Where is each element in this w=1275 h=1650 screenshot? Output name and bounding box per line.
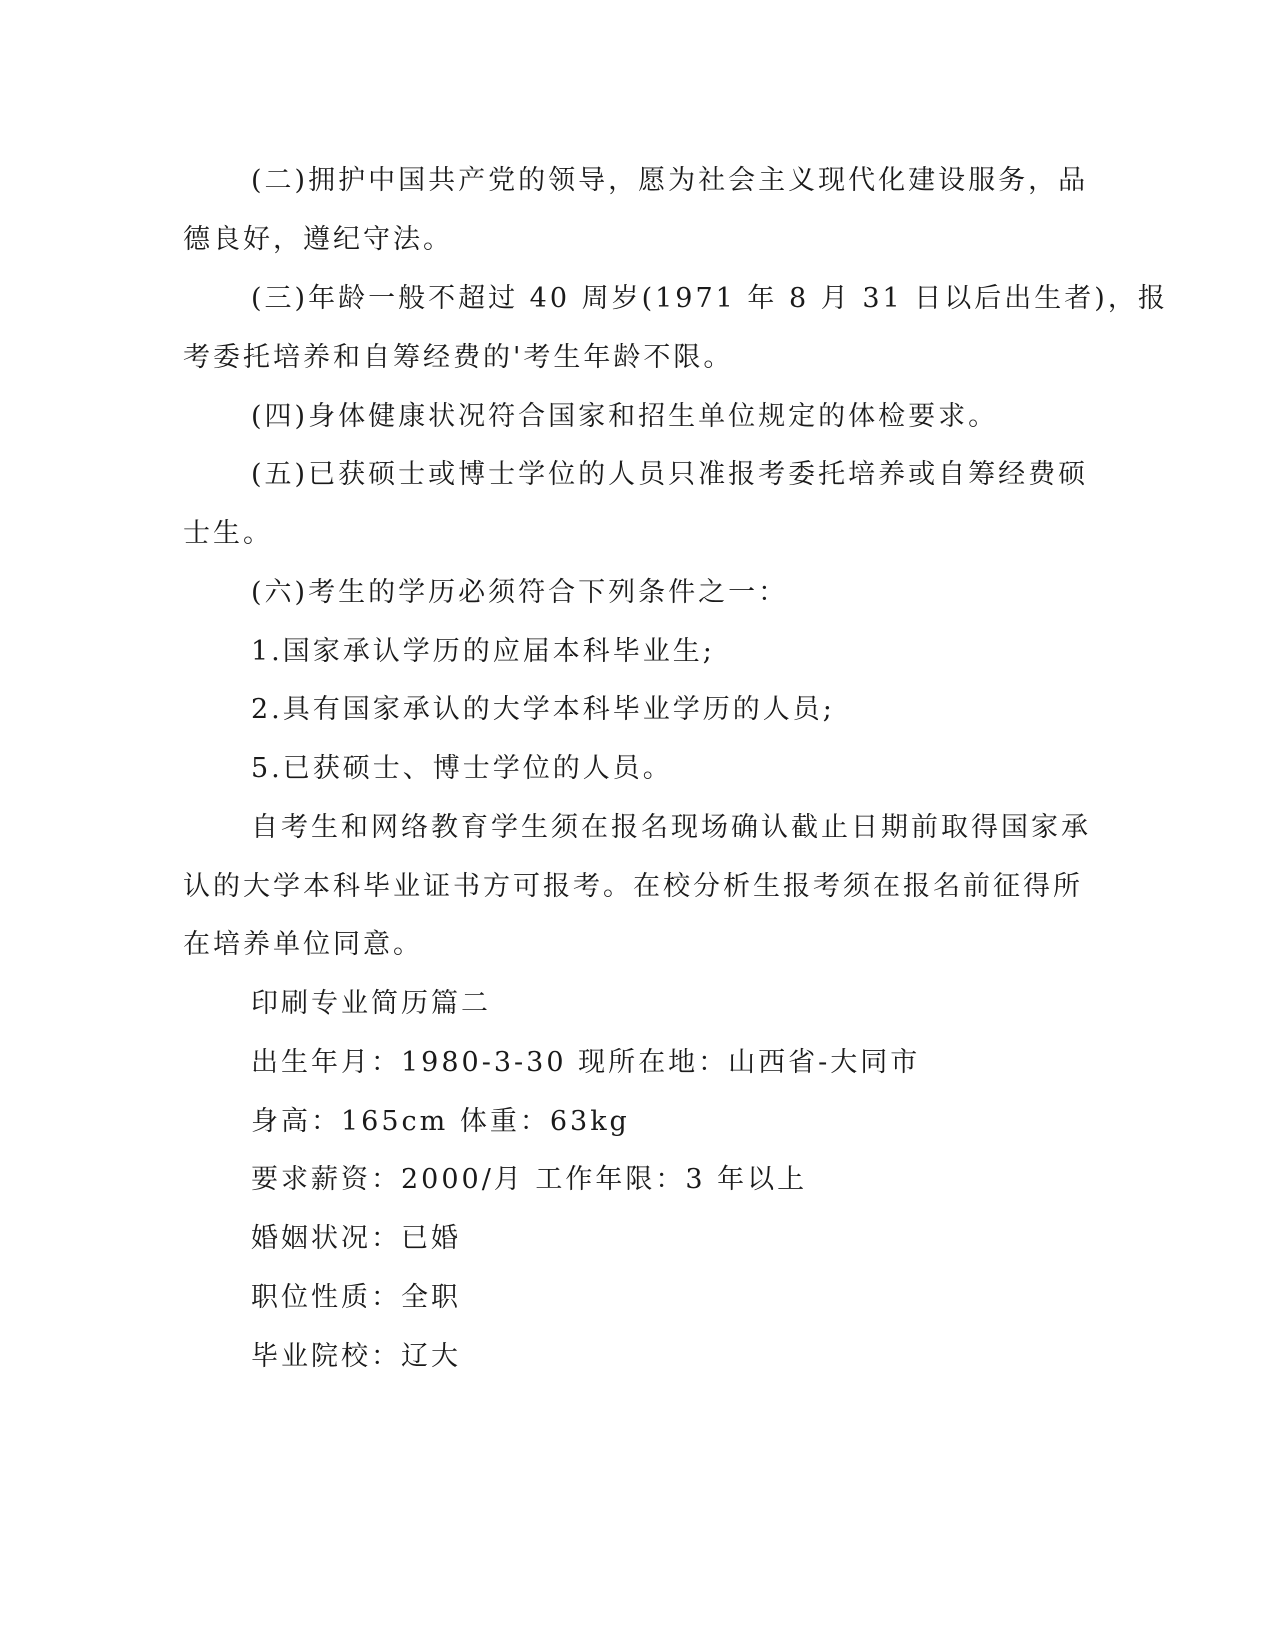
resume-field: 毕业院校：辽大 xyxy=(251,1341,461,1372)
paragraph-line: 认的大学本科毕业证书方可报考。在校分析生报考须在报名前征得所 xyxy=(183,871,1083,902)
list-item: 1.国家承认学历的应届本科毕业生; xyxy=(251,636,715,667)
list-item: 5.已获硕士、博士学位的人员。 xyxy=(251,753,673,784)
section-heading: 印刷专业简历篇二 xyxy=(251,988,491,1019)
resume-field: 职位性质：全职 xyxy=(251,1282,461,1313)
paragraph-line: (四)身体健康状况符合国家和招生单位规定的体检要求。 xyxy=(251,401,999,432)
paragraph-line: (三)年龄一般不超过 40 周岁(1971 年 8 月 31 日以后出生者)，报 xyxy=(251,283,1168,314)
paragraph-line: 士生。 xyxy=(183,518,273,549)
resume-field: 出生年月：1980-3-30 现所在地：山西省-大同市 xyxy=(251,1047,921,1078)
paragraph-line: 自考生和网络教育学生须在报名现场确认截止日期前取得国家承 xyxy=(251,812,1091,843)
paragraph-line: (五)已获硕士或博士学位的人员只准报考委托培养或自筹经费硕 xyxy=(251,459,1089,490)
paragraph-line: 德良好，遵纪守法。 xyxy=(183,224,453,255)
paragraph-line: (六)考生的学历必须符合下列条件之一： xyxy=(251,577,789,608)
paragraph-line: (二)拥护中国共产党的领导，愿为社会主义现代化建设服务，品 xyxy=(251,165,1089,196)
resume-field: 婚姻状况：已婚 xyxy=(251,1223,461,1254)
paragraph-line: 考委托培养和自筹经费的'考生年龄不限。 xyxy=(183,342,734,373)
paragraph-line: 在培养单位同意。 xyxy=(183,929,423,960)
resume-field: 要求薪资：2000/月 工作年限：3 年以上 xyxy=(251,1164,808,1195)
resume-field: 身高：165cm 体重：63kg xyxy=(251,1106,630,1137)
list-item: 2.具有国家承认的大学本科毕业学历的人员; xyxy=(251,694,835,725)
